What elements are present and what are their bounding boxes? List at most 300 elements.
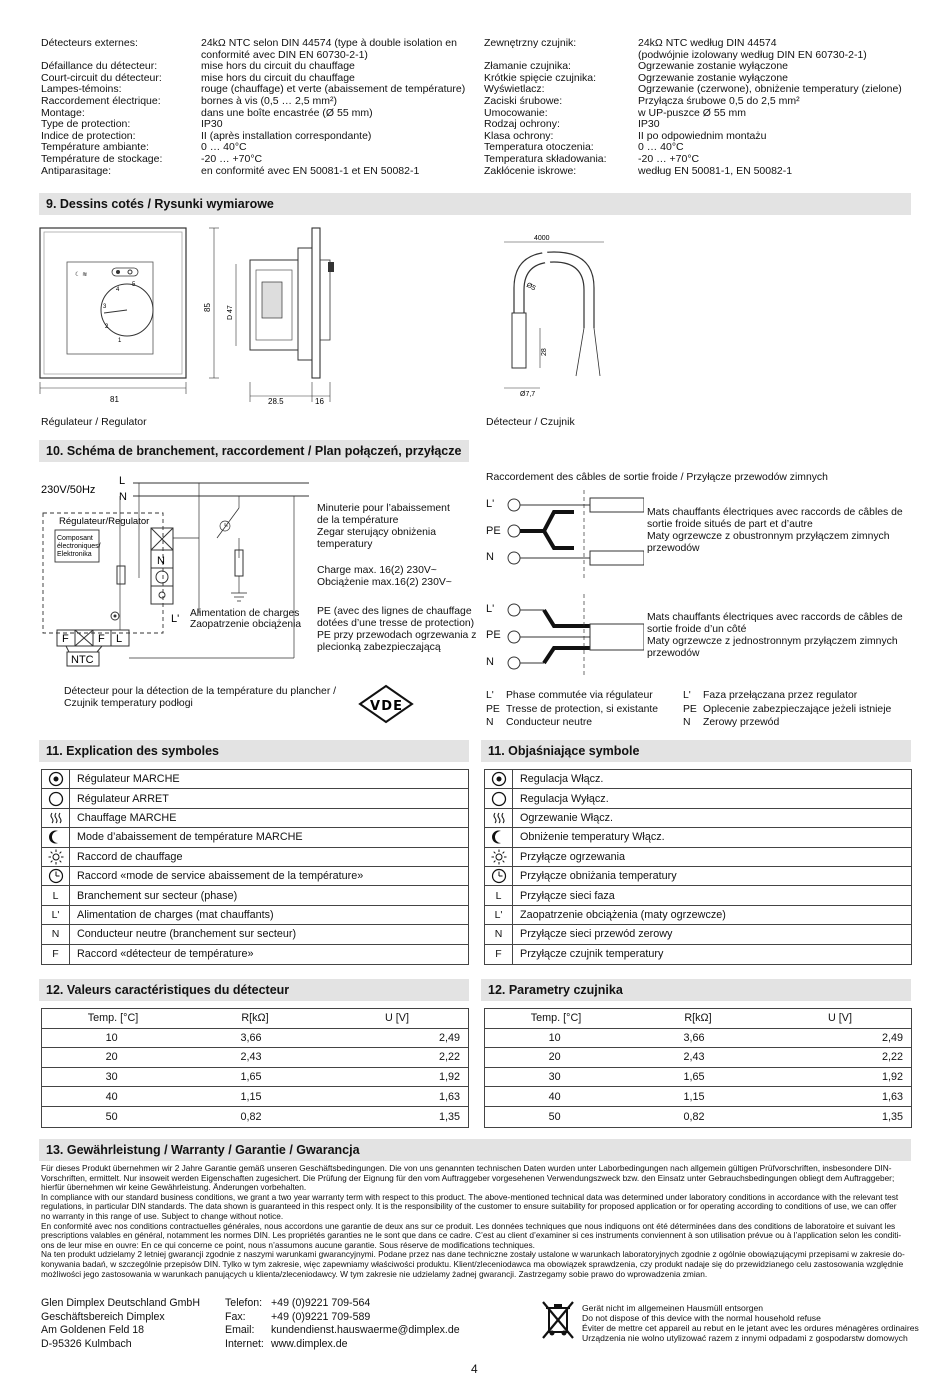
spec-value: w UP-puszce Ø 55 mm: [638, 106, 746, 119]
legend-symbol: L': [683, 690, 691, 701]
column-header: R[kΩ]: [241, 1012, 269, 1025]
regulator-side-drawing: [200, 220, 350, 410]
symbol-letter: F: [485, 945, 513, 964]
spec-key: Détecteurs externes:: [41, 37, 138, 49]
values-row: [42, 1087, 468, 1107]
symbol-row: [42, 809, 468, 828]
cold-label-pe2: PE: [486, 629, 501, 641]
symbol-description: Regulacja Włącz.: [520, 773, 604, 786]
spec-key: Raccordement électrique:: [41, 94, 161, 107]
symbol-letter: L': [485, 906, 513, 924]
knob-1: 1: [118, 338, 122, 344]
cold-label-pe1: PE: [486, 525, 501, 537]
caption-sensor: Détecteur / Czujnik: [486, 416, 575, 428]
legend-french: [486, 689, 658, 730]
value-cell: 2,22: [438, 1051, 460, 1064]
contact-values: [271, 1297, 460, 1351]
legend-polish: [683, 689, 891, 730]
detector-2: Czujnik temperatury podłogi: [64, 698, 193, 709]
symbol-letter: L: [485, 886, 513, 904]
spec-value: IP30: [638, 118, 660, 131]
values-row: [485, 1068, 911, 1088]
legend-row: [486, 689, 658, 703]
warranty-line: Na ten produkt udzielamy 2 letniej gwarancji zgodnie z naszymi warunkami gwarancyjnymi. Podane przez nas dane techniczne zostały ustalone w warunkach laboratoryjnych zgodnie z ogólnie obowiązującymi przepisami w zakresie do-: [41, 1249, 905, 1260]
symbol-row: [42, 906, 468, 925]
charge-2: Obciążenie max.16(2) 230V~: [317, 577, 452, 588]
value-cell: 1,35: [881, 1110, 903, 1123]
legend-row: [683, 689, 891, 703]
value-cell: 1,65: [240, 1071, 262, 1084]
spec-value: II po odpowiednim montażu: [638, 129, 767, 142]
legend-row: [683, 703, 891, 717]
symbol-row: [485, 828, 911, 847]
clock-icon: [42, 867, 70, 885]
legend-symbol: PE: [683, 703, 697, 715]
disposal-de: Gerät nicht im allgemeinen Hausmüll entsorgen: [582, 1303, 764, 1313]
l-prime-label: L': [171, 613, 180, 625]
legend-symbol: N: [683, 717, 691, 729]
value-cell: 1,35: [438, 1110, 460, 1123]
symbol-description: Regulacja Wyłącz.: [520, 792, 609, 805]
company-street: Am Goldenen Feld 18: [41, 1324, 145, 1337]
weee-bin-icon: [540, 1300, 576, 1340]
section-12-heading-pl: 12. Parametry czujnika: [481, 979, 911, 1001]
spec-value: conformité avec DIN EN 60730-2-1): [201, 48, 368, 61]
wiring-diagram: [39, 468, 314, 678]
moon-icon: [42, 828, 70, 846]
symbol-description: Przyłącze sieci przewód zerowy: [520, 928, 673, 941]
section-12-heading-fr: 12. Valeurs caractéristiques du détecteur: [39, 979, 469, 1001]
spec-value: -20 … +70°C: [201, 152, 263, 165]
column-header: Temp. [°C]: [530, 1012, 582, 1025]
legend-text: Faza przełączana przez regulator: [703, 690, 858, 701]
spec-row: [41, 166, 471, 178]
clock-icon: [485, 867, 513, 885]
heat-icon: [42, 809, 70, 827]
warranty-line: In compliance with our standard business conditions, we grant a two year warranty term with respect to this product. The above-mentioned technical data was determined under laboratory conditions in accordance with the relevant test: [41, 1191, 899, 1202]
spec-value: bornes à vis (0,5 … 2,5 mm²): [201, 94, 337, 107]
symbol-row: [42, 828, 468, 847]
spec-key: Montage:: [41, 106, 85, 119]
values-table-fr: [41, 1008, 469, 1128]
symbol-description: Raccord «mode de service abaissement de la température»: [77, 870, 364, 883]
disposal-text: [582, 1303, 919, 1343]
mat1-4: przewodów: [647, 543, 700, 554]
warranty-line: ons de leur mise en ouvre: En ce qui concerne ce point, nous n’assumons aucune garantie. Sous réserve de modifications techniques.: [41, 1239, 535, 1250]
spec-row: [41, 38, 471, 50]
spec-value: II (après installation correspondante): [201, 129, 372, 142]
column-header: U [V]: [828, 1012, 852, 1025]
legend-text: Phase commutée via régulateur: [506, 690, 653, 701]
spec-value: IP30: [201, 118, 223, 131]
values-row: [42, 1068, 468, 1088]
vde-logo: [356, 684, 416, 726]
cold-lead-title: Raccordement des câbles de sortie froide / Przyłącze przewodów zimnych: [486, 472, 828, 483]
regulator-front-drawing: [38, 220, 198, 410]
symbol-description: Przyłącze ogrzewania: [520, 850, 626, 863]
legend-text: Conducteur neutre: [506, 717, 593, 729]
legend-text: Oplecenie zabezpieczające jeżeli istnieje: [703, 703, 892, 715]
disposal-pl: Urządzenia nie wolno utylizować razem z innymi odpadami z gospodarstw domowych: [582, 1333, 908, 1343]
spec-key: Temperatura otoczenia:: [484, 141, 594, 154]
value-cell: 20: [105, 1051, 118, 1064]
values-header-row: [485, 1009, 911, 1029]
sensor-drawing: [484, 228, 624, 408]
warranty-line: no warranty in this range of use. Subject to change without notice.: [41, 1210, 284, 1221]
value-cell: 50: [548, 1110, 561, 1123]
section-10-heading: 10. Schéma de branchement, raccordement / Plan połączeń, przyłącze: [39, 440, 469, 462]
symbols-table-pl: [484, 769, 912, 965]
values-row: [485, 1107, 911, 1127]
cold-label-l1: L': [486, 498, 495, 510]
spec-value: en conformité avec EN 50081-1 et EN 50082-1: [201, 164, 420, 177]
spec-key: Lampes-témoins:: [41, 83, 122, 96]
warranty-line: możliwości jego zastosowania w warunkach panujących u klienta/zleceniodawcy. W tym zakresie nie udzielamy żadnej gwarancji. Zastrzegamy sobie prawo do wprowadzenia zmian.: [41, 1268, 708, 1279]
cold-label-n1: N: [486, 551, 494, 563]
mat1-3: Maty ogrzewcze z obustronnym przyłączem zimnych: [647, 531, 890, 542]
spec-key: Krótkie spięcie czujnika:: [484, 71, 597, 84]
legend-row: [486, 716, 658, 730]
contact-labels: [225, 1297, 264, 1351]
symbol-row: [42, 886, 468, 905]
symbol-description: Przyłącze obniżania temperatury: [520, 870, 677, 883]
mat2-text: [647, 612, 903, 660]
symbol-letter: N: [42, 925, 70, 943]
value-cell: 30: [548, 1071, 561, 1084]
symbol-row: [42, 945, 468, 964]
values-row: [485, 1087, 911, 1107]
minuterie-2: de la température: [317, 515, 399, 526]
page-number: 4: [471, 1362, 478, 1376]
spec-key: Klasa ochrony:: [484, 129, 554, 142]
symbol-row: [485, 925, 911, 944]
symbol-row: [485, 867, 911, 886]
spec-value: mise hors du circuit du chauffage: [201, 71, 355, 84]
disposal-fr: Éviter de mettre cet appareil au rebut en le jetant avec les ordures ménagères ordinaires: [582, 1323, 919, 1333]
charge-1: Charge max. 16(2) 230V~: [317, 565, 437, 576]
section-11-heading-fr: 11. Explication des symboles: [39, 740, 469, 762]
dim-d5: Ø5: [525, 281, 537, 293]
spec-value: -20 … +70°C: [638, 152, 700, 165]
symbol-row: [485, 906, 911, 925]
symbol-description: Branchement sur secteur (phase): [77, 889, 238, 902]
ntc-label: NTC: [71, 654, 94, 666]
mat2-1: Mats chauffants électriques avec raccords de câbles de: [647, 612, 903, 623]
company-address: [41, 1297, 200, 1351]
pe-2: dotées d’une tresse de protection): [317, 618, 475, 629]
website-link[interactable]: www.dimplex.de: [271, 1337, 348, 1350]
alim-pl: Zaopatrzenie obciążenia: [190, 619, 302, 630]
company-division: Geschäftsbereich Dimplex: [41, 1310, 165, 1323]
mat1-1: Mats chauffants électriques avec raccords de câbles de: [647, 507, 903, 518]
minuterie-1: Minuterie pour l’abaissement: [317, 503, 450, 514]
symbol-row: [42, 770, 468, 789]
knob-4: 4: [116, 287, 120, 293]
section-9-heading: 9. Dessins cotés / Rysunki wymiarowe: [39, 193, 911, 215]
spec-value: 24kΩ NTC według DIN 44574: [638, 37, 777, 49]
spec-value: Ogrzewanie zostanie wyłączone: [638, 60, 788, 73]
symbol-row: [485, 809, 911, 828]
spec-row: [484, 119, 914, 131]
mat2-2: sortie froide d’un côté: [647, 624, 747, 635]
value-cell: 2,49: [881, 1031, 903, 1044]
off-icon: [42, 789, 70, 807]
symbol-row: [485, 848, 911, 867]
alim-fr: Alimentation de charges: [190, 608, 300, 619]
value-cell: 40: [105, 1090, 118, 1103]
n-box: N: [157, 555, 165, 567]
spec-value: (podwójnie izolowany według DIN EN 60730-2-1): [638, 48, 867, 61]
legend-row: [683, 716, 891, 730]
spec-key: Zaciski śrubowe:: [484, 94, 563, 107]
on-icon: [42, 770, 70, 788]
value-cell: 3,66: [683, 1031, 705, 1044]
spec-value: 0 … 40°C: [201, 141, 247, 154]
phone-value: +49 (0)9221 709-564: [271, 1297, 371, 1309]
fax-value: +49 (0)9221 709-589: [271, 1310, 371, 1323]
symbol-letter: L: [42, 886, 70, 904]
spec-value: rouge (chauffage) et verte (abaissement de température): [201, 83, 466, 96]
pe-1: PE (avec des lignes de chauffage: [317, 606, 472, 617]
spec-value: mise hors du circuit du chauffage: [201, 60, 355, 73]
legend-symbol: PE: [486, 703, 500, 715]
symbol-description: Chauffage MARCHE: [77, 811, 177, 824]
value-cell: 2,43: [240, 1051, 262, 1064]
email-link[interactable]: kundendienst.hauswaerme@dimplex.de: [271, 1324, 460, 1337]
symbol-row: [485, 945, 911, 964]
spec-key: Temperatura składowania:: [484, 152, 607, 165]
symbol-description: Conducteur neutre (branchement sur secteur): [77, 928, 297, 941]
detector-text: [64, 686, 336, 710]
heat-icon: [485, 809, 513, 827]
symbol-description: Mode d’abaissement de température MARCHE: [77, 831, 303, 844]
detector-1: Détecteur pour la détection de la température du plancher /: [64, 686, 337, 697]
spec-value: dans une boîte encastrée (Ø 55 mm): [201, 106, 373, 119]
spec-key: Rodzaj ochrony:: [484, 118, 560, 131]
internet-label: Internet:: [225, 1337, 264, 1350]
warranty-line: hierfür übernehmen wir keine Gewährleistung. Änderungen vorbehalten.: [41, 1182, 307, 1193]
dim-d7-7: Ø7,7: [520, 391, 536, 398]
svg-text:☾ ≋: ☾ ≋: [75, 271, 88, 278]
value-cell: 1,92: [438, 1071, 460, 1084]
section-13-heading: 13. Gewährleistung / Warranty / Garantie / Gwarancja: [39, 1139, 911, 1161]
mat2-4: przewodów: [647, 648, 700, 659]
symbol-row: [42, 848, 468, 867]
symbol-row: [42, 789, 468, 808]
spec-value: Przyłącza śrubowe 0,5 do 2,5 mm²: [638, 94, 800, 107]
spec-key: Umocowanie:: [484, 106, 548, 119]
phone-label: Telefon:: [225, 1297, 263, 1309]
legend-text: Zerowy przewód: [703, 717, 780, 729]
charge-text: [317, 565, 452, 589]
spec-row: [484, 166, 914, 178]
spec-row: [41, 96, 471, 108]
cold-label-l2: L': [486, 603, 495, 615]
value-cell: 20: [548, 1051, 561, 1064]
spec-row: [484, 38, 914, 50]
mat1-2: sortie froide situés de part et d’autre: [647, 519, 813, 530]
dim-16: 16: [315, 397, 324, 406]
dim-81: 81: [110, 395, 119, 404]
knob-3: 3: [103, 304, 107, 310]
symbol-description: Alimentation de charges (mat chauffants): [77, 908, 274, 921]
warranty-line: konywania badań, w szczególnie przepisów DIN. Tylko w tym zakresie, więc zapewniamy właściwości produktu. Klient/zleceniodawca ma obowiązek sprawdzenia, czy produkt nadaje się do przewidzianego celu zastosowania względnie: [41, 1258, 904, 1269]
spec-row: [41, 119, 471, 131]
section-11-heading-pl: 11. Objaśniające symbole: [481, 740, 911, 762]
n-label: N: [119, 491, 127, 503]
off-icon: [485, 789, 513, 807]
on-icon: [485, 770, 513, 788]
pe-3: PE przy przewodach ogrzewania z: [317, 630, 477, 641]
specs-polish: [484, 38, 914, 177]
symbol-description: Przyłącze czujnik temperatury: [520, 948, 664, 961]
terminal-f1: F: [62, 633, 69, 645]
warranty-line: regulations, in particular DIN standards. The data shown is guaranteed in this respect only. It is the responsibility of the customer to ensure suitability for proposed application or for operating according to conditions of use, we can offer: [41, 1201, 897, 1212]
values-header-row: [42, 1009, 468, 1029]
warranty-line: En conformité avec nos conditions contractuelles générales, nous accordons une garantie de deux ans sur ce produit. Les données techniques que nous indiquons ont été déterminées dans des conditions de laboratoire et suivant les: [41, 1220, 896, 1231]
spec-value: 24kΩ NTC selon DIN 44574 (type à double isolation en: [201, 37, 457, 49]
value-cell: 2,43: [683, 1051, 705, 1064]
value-cell: 0,82: [240, 1110, 262, 1123]
value-cell: 40: [548, 1090, 561, 1103]
value-cell: 1,92: [881, 1071, 903, 1084]
cold-lead-two-sided: [508, 490, 644, 578]
symbol-row: [42, 925, 468, 944]
symbol-row: [42, 867, 468, 886]
company-name: Glen Dimplex Deutschland GmbH: [41, 1297, 200, 1309]
symbol-row: [485, 770, 911, 789]
company-city: D-95326 Kulmbach: [41, 1337, 132, 1350]
legend-row: [486, 703, 658, 717]
value-cell: 1,65: [683, 1071, 705, 1084]
value-cell: 1,15: [240, 1090, 262, 1103]
value-cell: 1,15: [683, 1090, 705, 1103]
mat2-3: Maty ogrzewcze z jednostronnym przyłączem zimnych: [647, 636, 898, 647]
spec-key: Court-circuit du détecteur:: [41, 71, 162, 84]
cold-lead-diagram: [484, 490, 644, 680]
warranty-line: prescriptions valables en général, notamment les normes DIN. Les propriétés garanties ne le sont que dans ce cadre. C’est au client d’examiner si ces instruments conviennent à son utilisation prévue ou à l’application selon les conditi-: [41, 1230, 902, 1241]
minuterie-3: Zegar sterujący obniżenia: [317, 527, 436, 538]
symbol-letter: L': [42, 906, 70, 924]
value-cell: 2,49: [438, 1031, 460, 1044]
value-cell: 3,66: [240, 1031, 262, 1044]
terminal-f2: F: [98, 633, 105, 645]
l-label: L: [119, 475, 126, 487]
symbols-table-fr: [41, 769, 469, 965]
dim-85: 85: [203, 303, 212, 312]
component-label-2: électroniques/: [57, 543, 101, 550]
spec-row: [41, 154, 471, 166]
value-cell: 1,63: [881, 1090, 903, 1103]
supply-label: 230V/50Hz: [41, 484, 96, 496]
spec-key: Wyświetlacz:: [484, 83, 545, 96]
cold-label-n2: N: [486, 656, 494, 668]
legend-symbol: L': [486, 690, 494, 701]
value-cell: 10: [548, 1031, 561, 1044]
dim-4000: 4000: [534, 235, 550, 242]
symbol-row: [485, 886, 911, 905]
value-cell: 10: [105, 1031, 118, 1044]
spec-key: Type de protection:: [41, 118, 131, 131]
warranty-text: [41, 1164, 912, 1279]
values-row: [42, 1029, 468, 1049]
cold-lead-one-sided: [508, 594, 644, 678]
values-row: [485, 1048, 911, 1068]
symbol-description: Obniżenie temperatury Włącz.: [520, 831, 665, 844]
spec-row: [484, 96, 914, 108]
knob-5: 5: [132, 282, 136, 288]
dim-d47: D 47: [227, 305, 234, 320]
disposal-en: Do not dispose of this device with the normal household refuse: [582, 1313, 821, 1323]
minuterie-text: [317, 503, 450, 551]
symbol-description: Régulateur ARRET: [77, 792, 169, 805]
pe-text: [317, 606, 476, 654]
spec-key: Antiparasitage:: [41, 164, 112, 177]
value-cell: 30: [105, 1071, 118, 1084]
component-label-3: Elektronika: [57, 551, 92, 558]
values-row: [485, 1029, 911, 1049]
symbol-description: Ogrzewanie Włącz.: [520, 811, 614, 824]
email-label: Email:: [225, 1324, 255, 1337]
column-header: Temp. [°C]: [87, 1012, 139, 1025]
value-cell: 2,22: [881, 1051, 903, 1064]
spec-row: [484, 154, 914, 166]
sun-icon: [485, 848, 513, 866]
symbol-description: Zaopatrzenie obciążenia (maty ogrzewcze): [520, 908, 726, 921]
spec-value: 0 … 40°C: [638, 141, 684, 154]
sun-icon: [42, 848, 70, 866]
symbol-description: Régulateur MARCHE: [77, 773, 180, 786]
component-label-1: Composant: [57, 535, 93, 542]
spec-key: Zewnętrzny czujnik:: [484, 37, 577, 49]
value-cell: 0,82: [683, 1110, 705, 1123]
dim-28: 28: [541, 348, 548, 356]
value-cell: 50: [105, 1110, 118, 1123]
symbol-description: Raccord de chauffage: [77, 850, 183, 863]
alim-label: [190, 608, 301, 630]
spec-key: Indice de protection:: [41, 129, 136, 142]
spec-key: Zakłócenie iskrowe:: [484, 164, 577, 177]
fax-label: Fax:: [225, 1310, 246, 1323]
spec-value: Ogrzewanie zostanie wyłączone: [638, 71, 788, 84]
legend-symbol: N: [486, 717, 494, 729]
minuterie-4: temperatury: [317, 539, 373, 550]
symbol-description: Przyłącze sieci faza: [520, 889, 615, 902]
value-cell: 1,63: [438, 1090, 460, 1103]
pe-4: plecionką zabezpieczającą: [317, 642, 441, 653]
svg-text:VDE: VDE: [370, 699, 402, 714]
spec-key: Température de stockage:: [41, 152, 163, 165]
symbol-description: Raccord «détecteur de température»: [77, 948, 254, 961]
knob-2: 2: [105, 324, 109, 330]
caption-regulator: Régulateur / Regulator: [41, 416, 147, 428]
spec-key: Złamanie czujnika:: [484, 60, 571, 73]
dim-28-5: 28.5: [268, 397, 284, 406]
spec-value: Ogrzewanie (czerwone), obniżenie temperatury (zielone): [638, 83, 902, 96]
legend-text: Tresse de protection, si existante: [506, 703, 659, 715]
symbol-letter: F: [42, 945, 70, 964]
symbol-letter: N: [485, 925, 513, 943]
column-header: R[kΩ]: [684, 1012, 712, 1025]
mat1-text: [647, 507, 903, 555]
warranty-line: Für dieses Produkt übernehmen wir 2 Jahre Garantie gemäß unseren Geschäftsbedingungen. Die von uns genannten technischen Daten wurden unter Laborbedingungen nach allgemein gültigen Prüfvorschriften, insbesondere DIN-: [41, 1163, 892, 1173]
regulator-label: Régulateur/Regulator: [59, 516, 150, 527]
moon-icon: [485, 828, 513, 846]
symbol-row: [485, 789, 911, 808]
spec-key: Température ambiante:: [41, 141, 149, 154]
specs-french: [41, 38, 471, 177]
values-table-pl: [484, 1008, 912, 1128]
